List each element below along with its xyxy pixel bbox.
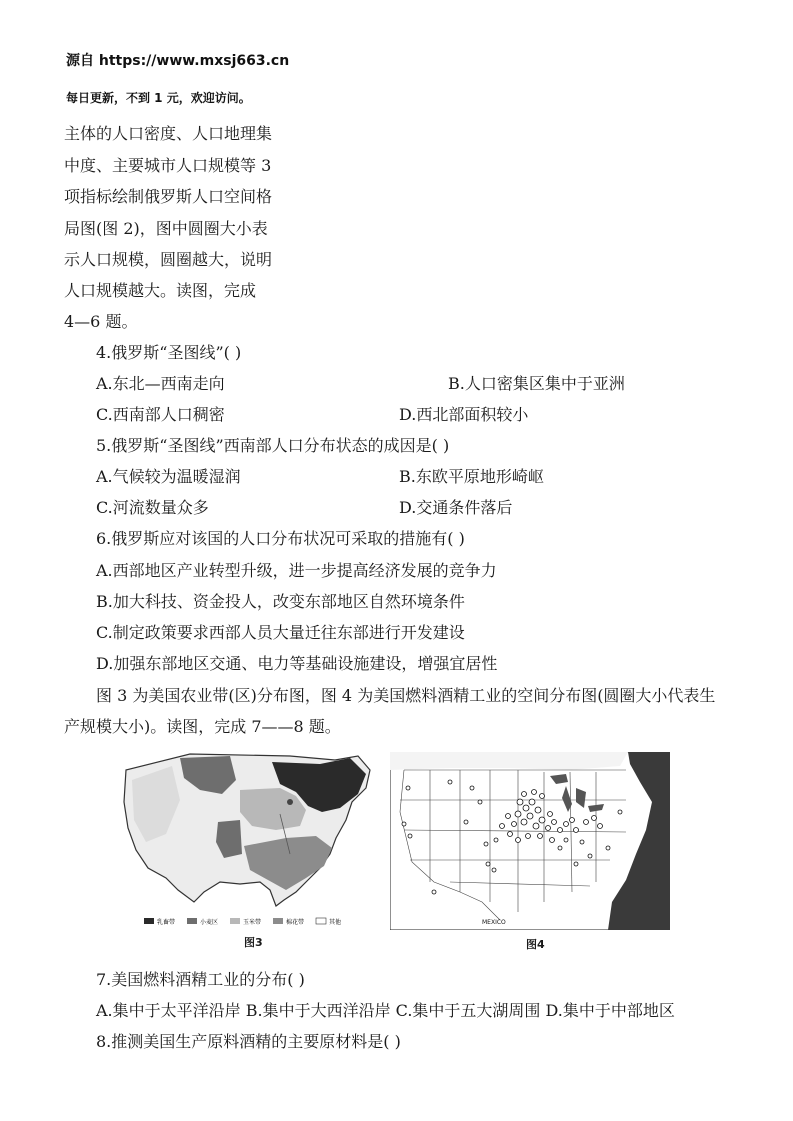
question-4-option-c: C.西南部人口稠密: [96, 405, 225, 424]
source-line: 源自 https://www.mxsj663.cn: [66, 53, 290, 69]
intro-line: 局图(图 2)，图中圆圈大小表: [64, 219, 268, 238]
question-6-option-b: B.加大科技、资金投人，改变东部地区自然环境条件: [96, 592, 465, 611]
intro-line: 示人口规模，圆圈越大，说明: [64, 250, 273, 269]
question-7-stem: 7.美国燃料酒精工业的分布( ): [96, 970, 305, 989]
figure-4-map: [390, 752, 670, 930]
legend-dairy: 乳畜带: [157, 919, 176, 926]
figure-4-caption: 图4: [526, 938, 545, 951]
figure-4-mexico-label: MEXICO: [482, 919, 506, 926]
question-6-option-a: A.西部地区产业转型升级，进一步提高经济发展的竞争力: [96, 561, 497, 580]
question-4-option-a: A.东北—西南走向: [96, 374, 225, 393]
figure-intro-line-2: 产规模大小)。读图，完成 7——8 题。: [64, 717, 341, 736]
legend-wheat: 小麦区: [200, 919, 219, 926]
question-4-option-d: D.西北部面积较小: [399, 405, 529, 424]
question-5-option-a: A.气候较为温暖湿润: [96, 467, 241, 486]
question-5-stem: 5.俄罗斯“圣图线”西南部人口分布状态的成因是( ): [96, 436, 450, 455]
legend-other: 其他: [329, 919, 342, 926]
intro-line: 主体的人口密度、人口地理集: [64, 124, 273, 143]
question-6-option-c: C.制定政策要求西部人员大量迁往东部进行开发建设: [96, 623, 465, 642]
question-4-stem: 4.俄罗斯“圣图线”( ): [96, 343, 242, 362]
legend-corn: 玉米带: [243, 919, 262, 926]
update-line: 每日更新，不到 1 元，欢迎访问。: [66, 91, 251, 105]
legend-cotton: 棉花带: [286, 919, 305, 926]
question-4-option-b: B.人口密集区集中于亚洲: [448, 374, 625, 393]
intro-line: 人口规模越大。读图，完成: [64, 281, 257, 300]
intro-line: 4—6 题。: [64, 312, 138, 331]
question-6-stem: 6.俄罗斯应对该国的人口分布状况可采取的措施有( ): [96, 529, 465, 548]
figure-3-map: [120, 750, 375, 932]
question-5-option-b: B.东欧平原地形崎岖: [399, 467, 544, 486]
question-8-stem: 8.推测美国生产原料酒精的主要原材料是( ): [96, 1032, 401, 1051]
question-5-option-d: D.交通条件落后: [399, 498, 513, 517]
figure-intro-line-1: 图 3 为美国农业带(区)分布图，图 4 为美国燃料酒精工业的空间分布图(圆圈大小代表生: [96, 686, 716, 705]
question-6-option-d: D.加强东部地区交通、电力等基础设施建设，增强宜居性: [96, 654, 498, 673]
intro-line: 中度、主要城市人口规模等 3: [64, 156, 272, 175]
question-7-options: A.集中于太平洋沿岸 B.集中于大西洋沿岸 C.集中于五大湖周围 D.集中于中部地区: [96, 1001, 675, 1020]
figure-3-caption: 图3: [244, 936, 263, 949]
intro-line: 项指标绘制俄罗斯人口空间格: [64, 187, 273, 206]
question-5-option-c: C.河流数量众多: [96, 498, 209, 517]
